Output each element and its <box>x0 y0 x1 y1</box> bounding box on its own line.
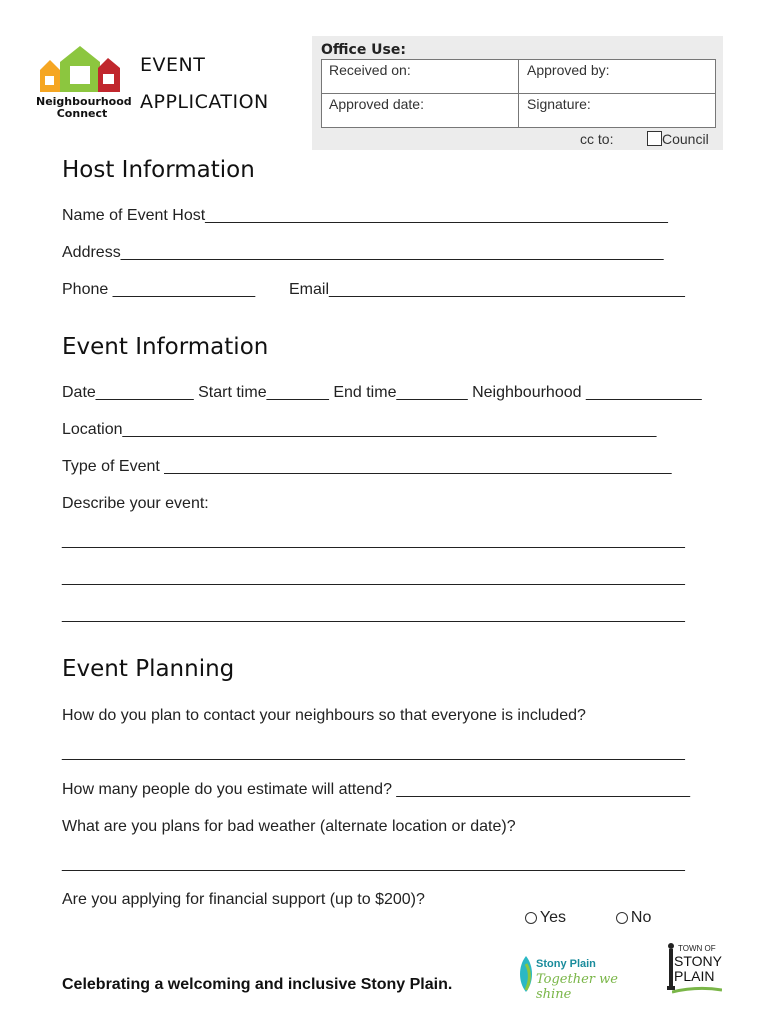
phone-field[interactable]: Phone ________________ <box>62 281 256 298</box>
location-field[interactable]: Location____________________________________________________________ <box>62 421 657 438</box>
event-planning-heading: Event Planning <box>62 656 235 682</box>
signature-field[interactable]: Signature: <box>527 96 591 112</box>
office-use-table <box>321 59 716 128</box>
town-of-stony-plain-logo <box>664 942 726 998</box>
date-time-neighbourhood-field[interactable]: Date___________ Start time_______ End time________ Neighbourhood _____________ <box>62 384 702 401</box>
received-on-field[interactable]: Received on: <box>329 62 411 78</box>
office-use-title: Office Use: <box>321 42 406 58</box>
swoosh-icon <box>672 986 722 994</box>
no-option[interactable] <box>607 891 651 927</box>
sp-logo-line1: Stony Plain <box>536 958 596 970</box>
footer-tagline: Celebrating a welcoming and inclusive Stony Plain. <box>62 976 453 993</box>
contact-neighbours-question: How do you plan to contact your neighbours so that everyone is included? <box>62 707 586 724</box>
stony-label: STONY <box>674 953 722 969</box>
contact-neighbours-answer-line[interactable]: ______________________________________________________________________ <box>62 744 685 761</box>
financial-support-question: Are you applying for financial support (up to $200)? <box>62 891 425 908</box>
type-of-event-field[interactable]: Type of Event _________________________________________________________ <box>62 458 672 475</box>
stony-plain-together-logo <box>516 952 636 1002</box>
event-information-heading: Event Information <box>62 334 269 360</box>
describe-event-line[interactable]: ______________________________________________________________________ <box>62 606 685 623</box>
logo-line2: Connect <box>56 107 108 120</box>
host-information-heading: Host Information <box>62 157 255 183</box>
logo-line1: Neighbourhood <box>36 95 132 108</box>
houses-icon <box>36 46 128 98</box>
describe-event-line[interactable]: ______________________________________________________________________ <box>62 569 685 586</box>
council-checkbox[interactable] <box>647 131 662 146</box>
neighbourhood-connect-logo <box>36 46 132 126</box>
email-field[interactable]: Email________________________________________ <box>289 281 685 298</box>
form-title-line2: APPLICATION <box>140 91 269 113</box>
event-host-name-field[interactable]: Name of Event Host____________________________________________________ <box>62 207 668 224</box>
council-label: Council <box>662 131 709 147</box>
attendance-estimate-field[interactable]: How many people do you estimate will attend? _________________________________ <box>62 781 691 798</box>
bad-weather-question: What are you plans for bad weather (alternate location or date)? <box>62 818 516 835</box>
yes-label: Yes <box>539 909 566 926</box>
office-use-box <box>312 36 723 150</box>
town-of-label: TOWN OF <box>678 944 716 953</box>
no-label: No <box>630 909 652 926</box>
sp-logo-line2: Together we shine <box>536 972 618 1002</box>
approved-date-field[interactable]: Approved date: <box>329 96 424 112</box>
describe-event-label: Describe your event: <box>62 495 209 512</box>
form-title-line1: EVENT <box>140 54 206 76</box>
bad-weather-answer-line[interactable]: ______________________________________________________________________ <box>62 855 685 872</box>
cc-to-label: cc to: <box>580 131 614 147</box>
address-field[interactable]: Address_____________________________________________________________ <box>62 244 664 261</box>
leaf-icon <box>516 954 536 994</box>
approved-by-field[interactable]: Approved by: <box>527 62 610 78</box>
describe-event-line[interactable]: ______________________________________________________________________ <box>62 532 685 549</box>
plain-label: PLAIN <box>674 968 715 984</box>
yes-radio[interactable] <box>525 912 537 924</box>
yes-option[interactable] <box>516 891 566 927</box>
no-radio[interactable] <box>616 912 628 924</box>
